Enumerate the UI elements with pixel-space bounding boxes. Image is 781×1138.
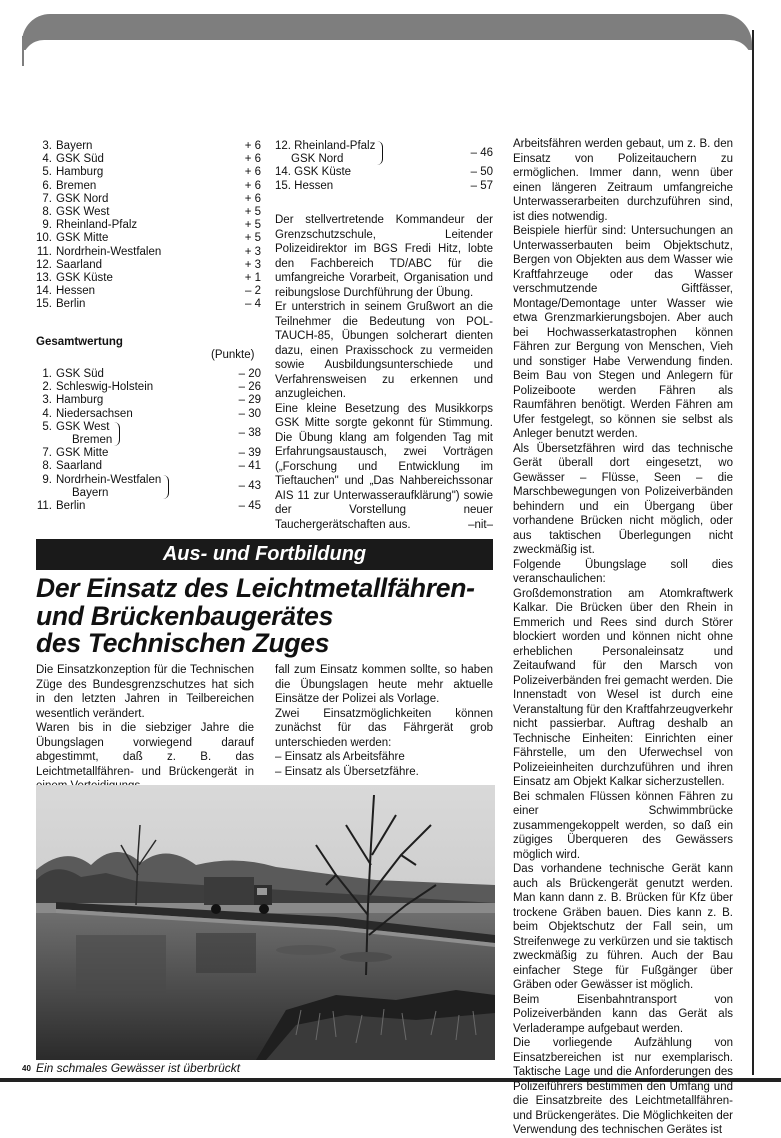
rank: 6. [42, 179, 52, 192]
team-name-line: Bremen [72, 433, 113, 446]
team-name-line: Hamburg [56, 394, 104, 407]
team-name-line: GSK West [56, 205, 110, 218]
points: + 5 [244, 205, 261, 218]
paragraph: Bei schmalen Flüssen können Fähren zu einer Schwimmbrücke zusammengekoppelt werden, so daß ein zügiges Überqueren des Gewässers möglich wird. [513, 790, 733, 861]
rank: 4. [42, 153, 52, 166]
paragraph: Das vorhandene technische Gerät kann auch als Brückengerät genutzt werden. Man kann dann z. B. Brücken für Kfz über trockene Gräben bauen. Dies kann z. B. beim Objektschutz der Fall sein, um Streifenwege zu verkürzen und sie taktisch zweckmäßig zu führen. Auch der Bau einfacher Stege für Fußgänger über Gräben oder Gewässer ist möglich. [513, 863, 733, 991]
result-row [36, 285, 261, 298]
headline-line: des Technischen Zuges [36, 628, 330, 658]
result-row [36, 272, 261, 285]
team-name-line: GSK Süd [56, 153, 104, 166]
result-row [36, 140, 261, 153]
rank: 5. [42, 420, 52, 433]
team-name [56, 193, 108, 206]
team-name-line: Saarland [56, 460, 103, 473]
list-item: – Einsatz als Arbeitsfähre [275, 751, 405, 763]
headline-line: Der Einsatz des Leichtmetallfähren- [36, 573, 475, 603]
team-name-line: GSK Mitte [56, 447, 109, 460]
ferry-bridge-photo [36, 785, 495, 1060]
team-name [56, 474, 161, 500]
result-row [36, 219, 261, 232]
points: – 20 [238, 368, 261, 380]
page-number: 40 [22, 1064, 31, 1073]
results-table-top [36, 140, 261, 311]
team-name-line: Bayern [72, 486, 109, 499]
result-row [36, 166, 261, 179]
header-bar-inner [22, 40, 752, 70]
points: + 1 [244, 271, 261, 284]
points: – 29 [238, 394, 261, 407]
team-name-line: 15. Hessen [275, 179, 334, 192]
points: – 43 [238, 480, 261, 493]
team-name-line: Niedersachsen [56, 407, 133, 420]
result-row [36, 421, 261, 447]
points: – 50 [470, 166, 493, 179]
result-row [36, 381, 261, 394]
team-name [56, 232, 108, 245]
article-text-col3 [513, 137, 733, 1138]
team-name [56, 408, 133, 421]
points: – 38 [238, 427, 261, 440]
points: + 6 [244, 166, 261, 179]
rank: 9. [42, 219, 52, 232]
result-row [36, 408, 261, 421]
section-banner: Aus- und Fortbildung [36, 539, 493, 570]
result-row [36, 500, 261, 513]
team-name-line: Hessen [56, 285, 95, 298]
rank: 1. [42, 368, 52, 380]
left-rule [22, 36, 24, 66]
team-name-line: Saarland [56, 258, 103, 271]
paragraph: Der stellvertretende Kommandeur der Grenzschutzschule, Leitender Polizeidirektor im BGS Fredi Hitz, lobte den Fachbereich TD/ABC für die umfangreiche Vorarbeit, Organisation und reibungslose Durchführung der Übung. [275, 214, 493, 299]
rank: 11. [36, 499, 52, 512]
team-name-line: GSK Nord [56, 192, 109, 205]
team-name-line: Nordrhein-Westfalen [56, 473, 162, 486]
result-row [275, 140, 493, 166]
points: – 4 [245, 298, 261, 311]
team-name [275, 166, 351, 179]
brace [163, 475, 169, 499]
rank: 13. [36, 271, 52, 284]
results-table-continued [275, 140, 493, 193]
result-row [36, 474, 261, 500]
points: – 46 [470, 146, 493, 159]
result-row [36, 447, 261, 460]
rank: 11. [36, 245, 52, 258]
team-name [56, 219, 137, 232]
team-name-line: GSK Süd [56, 368, 104, 380]
points: – 30 [238, 407, 261, 420]
result-row [275, 180, 493, 193]
team-name-line: Nordrhein-Westfalen [56, 245, 162, 258]
points: – 45 [238, 499, 261, 512]
paragraph: Er unterstrich in seinem Grußwort an die Teilnehmer die Bedeutung von POL-TAUCH-85, Übungen solcherart dienten dazu, einen Praxisschock zu vermeiden sowie Ausbildungsunterschiede und Verfahrensweisen zu erkennen und anzugleichen. [275, 301, 493, 400]
team-name-line: Bayern [56, 140, 93, 152]
paragraph: Waren bis in die siebziger Jahre die Übungslagen vorwiegend darauf abgestimmt, daß z. B. das Leichtmetallfähren- und Brückengerät in [36, 722, 254, 778]
intro-text-right [275, 663, 493, 779]
team-name [56, 394, 103, 407]
rank: 9. [42, 473, 52, 486]
result-row [36, 153, 261, 166]
paragraph: Die vorliegende Aufzählung von Einsatzbereichen ist nur exemplarisch. Taktische Lage und die Anforderungen des Polizeiführers bestimmen den Umfang und die Einsatzbreite des Leichtmetallfähren- und Brückengerätes. Die Möglichkeiten der Verwendung des technischen Gerätes ist [513, 1037, 733, 1136]
team-name [56, 500, 85, 513]
brace [114, 422, 120, 446]
brace [377, 141, 383, 165]
team-name-line: Berlin [56, 298, 86, 311]
paragraph: Zwei Einsatzmöglichkeiten können zunächst für das Fährgerät grob unterschieden werden: [275, 707, 493, 749]
team-name [275, 140, 375, 166]
team-name [56, 460, 102, 473]
team-name-line: 14. GSK Küste [275, 166, 352, 179]
points: + 6 [244, 153, 261, 166]
rank: 10. [36, 232, 52, 245]
team-name-line: Bremen [56, 179, 97, 192]
rank: 3. [42, 140, 52, 152]
points: + 6 [244, 179, 261, 192]
paragraph: Als Übersetzfähren wird das technische Gerät überall dort eingesetzt, wo Gewässer – Flüsse, Seen – die Marschbewegungen von Polizeiverbänden behindern und ein Übergang über vorhandene Brücken nicht möglich, oder aus taktischen Überlegungen nicht zweckmäßig ist. [513, 442, 733, 556]
points: – 2 [245, 285, 261, 298]
points: – 39 [238, 447, 261, 460]
team-name [56, 206, 109, 219]
rank: 4. [42, 407, 52, 420]
team-name [275, 180, 333, 193]
right-rule [752, 30, 754, 1075]
team-name-line: Rheinland-Pfalz [56, 219, 138, 232]
rank: 14. [36, 285, 52, 298]
result-row [36, 193, 261, 206]
team-name [56, 259, 102, 272]
team-name [56, 140, 92, 153]
result-row [36, 368, 261, 381]
points: – 57 [470, 179, 493, 192]
paragraph: Folgende Übungslage soll dies veranschaulichen: [513, 558, 733, 585]
points: – 26 [238, 381, 261, 394]
points: – 41 [238, 460, 261, 473]
result-row [36, 232, 261, 245]
points: + 5 [244, 232, 261, 245]
article-headline [36, 575, 496, 658]
team-name-line: 12. Rheinland-Pfalz [275, 140, 376, 152]
rank: 15. [36, 298, 52, 311]
paragraph: Arbeitsfähren werden gebaut, um z. B. den Einsatz von Polizeitauchern zu ermöglichen. Immer dann, wenn über einen längeren Zeitraum umfangreiche Unterwasserarbeiten durchzuführen sind, ist dies notwendig. [513, 138, 733, 223]
intro-text-left [36, 663, 254, 794]
team-name-line: GSK Nord [291, 153, 344, 166]
result-row [275, 166, 493, 179]
paragraph: Die Einsatzkonzeption für die Technischen Züge des Bundesgrenzschutzes hat sich in den letzten Jahren in Teilbereichen wesentlich verändert. [36, 664, 254, 720]
headline-line: und Brückenbaugerätes [36, 600, 334, 631]
team-name [56, 166, 103, 179]
paragraph [275, 402, 493, 533]
paragraph: Großdemonstration am Atomkraftwerk Kalkar. Die Brücken über den Rhein in Emmerich und Rees sind durch Störer blockiert worden und können nicht ohne erheblichen Personaleinsatz und Zeitaufwand für den Marsch von Polizeiverbänden frei gemacht werden. Die Innenstadt von Wesel ist durch eine Veranstaltung für den Kraftfahrzeugverkehr nicht passierbar. Auftrag deshalb an Technische Einheiten: Einrichten einer Fährstelle, um den Uferwechsel von Polizeieinheiten durchzuführen und ihren Einsatz am Objekt Kalkar sicherzustellen. [513, 587, 733, 788]
rank: 3. [42, 394, 52, 407]
paragraph: Beispiele hierfür sind: Untersuchungen an Unterwasserbauten beim Objektschutz, Bergen von Objekten aus dem Wasser wie Kraftfahrzeuge oder das Wasser verschmutzende Giftfässer, Montage/Demontage unter Wasser wie etwa Grenzmarkierungsbojen. Aber auch bei Hochwasserkatastrophen können Fähren zur Bergung von Menschen, Vieh und sonstiger Habe Verwendung finden. Beim Bau von Stegen und Anlegern für Polizeiboote werden Fähren als Raumfähren benötigt. Werden Fähren am Ufer festgelegt, so können sie selbst als Anleger benutzt werden. [513, 225, 733, 440]
result-row [36, 394, 261, 407]
result-row [36, 246, 261, 259]
photo-illustration [36, 785, 495, 1060]
points: + 6 [244, 192, 261, 205]
author-signature: –nit– [468, 518, 493, 531]
rank: 7. [42, 447, 52, 460]
team-name [56, 421, 112, 447]
points: + 3 [244, 245, 261, 258]
team-name [56, 381, 153, 394]
article-text-col2 [275, 213, 493, 532]
team-name [56, 153, 104, 166]
team-name-line: GSK West [56, 420, 110, 433]
gesamtwertung-table [36, 368, 261, 513]
points-unit-label: (Punkte) [211, 349, 255, 361]
gesamtwertung-heading: Gesamtwertung [36, 336, 123, 348]
team-name [56, 272, 113, 285]
paragraph: Beim Eisenbahntransport von Polizeiverbänden kann das Gerät als Verladerampe aufgebaut werden. [513, 993, 733, 1035]
rank: 8. [42, 460, 52, 473]
team-name-line: GSK Küste [56, 271, 113, 284]
result-row [36, 298, 261, 311]
team-name-line: Hamburg [56, 166, 104, 179]
rank: 2. [42, 381, 52, 394]
photo-caption: Ein schmales Gewässer ist überbrückt [36, 1061, 241, 1075]
team-name [56, 298, 85, 311]
points: + 5 [244, 219, 261, 232]
team-name [56, 447, 108, 460]
paragraph-text: Eine kleine Besetzung des Musikkorps GSK Mitte sorgte gekonnt für Stimmung. Die Übung klang am folgenden Tag mit Erfahrungsaustausch, zwei Vorträgen („Forschung und Entwicklung im Tieftauchen" und „Das Nahbereichssonar AIS 11 zur Unterwasseraufklärung") sowie der Vorstellung neuer Tauchergerätschaften aus. [275, 402, 493, 531]
team-name-line: Schleswig-Holstein [56, 381, 154, 394]
rank: 8. [42, 205, 52, 218]
points: + 6 [244, 140, 261, 152]
team-name [56, 246, 161, 259]
team-name-line: GSK Mitte [56, 232, 109, 245]
result-row [36, 206, 261, 219]
result-row [36, 180, 261, 193]
paragraph: fall zum Einsatz kommen sollte, so haben die Übungslagen heute mehr aktuelle Einsätze der Polizei als Vorlage. [275, 664, 493, 705]
points: + 3 [244, 258, 261, 271]
list-item: – Einsatz als Übersetzfähre. [275, 765, 419, 778]
result-row [36, 259, 261, 272]
team-name [56, 285, 95, 298]
team-name-line: Berlin [56, 499, 86, 512]
result-row [36, 460, 261, 473]
rank: 5. [42, 166, 52, 179]
team-name [56, 180, 96, 193]
rank: 12. [36, 258, 52, 271]
rank: 7. [42, 192, 52, 205]
team-name [56, 368, 104, 381]
